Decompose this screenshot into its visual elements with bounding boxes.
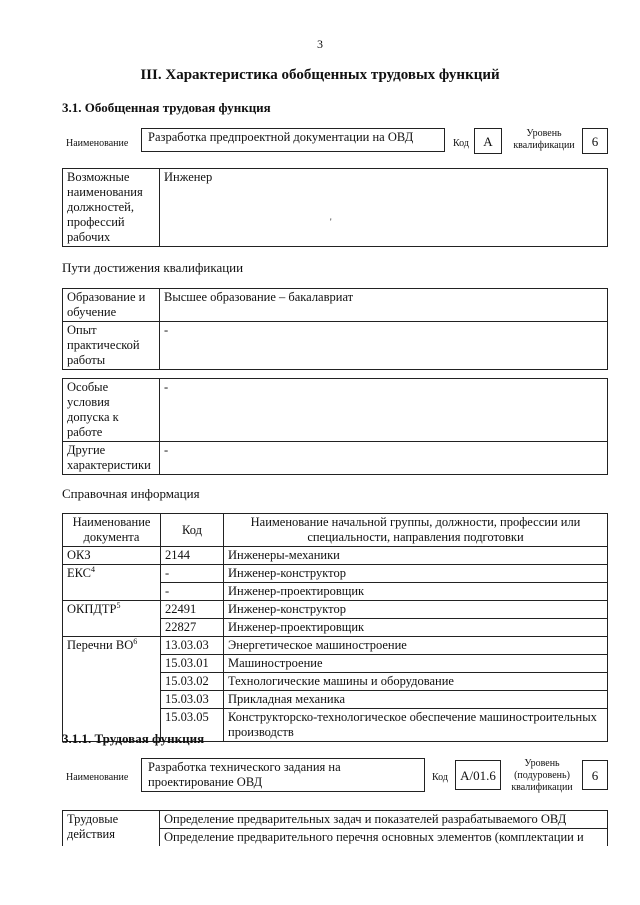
special-label: Особые условия допуска к работе [63,379,160,442]
tf-level-value: 6 [582,760,608,790]
gtf-level-label-2: квалификации [513,140,575,151]
action-item: Определение предварительного перечня основных элементов (комплектации и [160,829,608,847]
ref-code: 13.03.03 [161,637,224,655]
gtf-code-value: А [474,128,502,154]
ref-code: 22491 [161,601,224,619]
ref-name: Машиностроение [224,655,608,673]
ref-name: Конструкторско-технологическое обеспечение машиностроительных производств [224,709,608,742]
tf-level-3: квалификации [511,782,573,793]
ref-name: Технологические машины и оборудование [224,673,608,691]
paths-table [62,288,608,370]
reference-table [62,513,608,742]
special-value: - [160,379,608,442]
ref-code: 22827 [161,619,224,637]
ref-col-code: Код [161,514,224,547]
ref-name: Прикладная механика [224,691,608,709]
other-value: - [160,442,608,475]
edu-label: Образование и обучение [63,289,160,322]
reference-heading: Справочная информация [62,486,200,501]
ref-name: Энергетическое машиностроение [224,637,608,655]
ref-col-doc: Наименование документа [63,514,161,547]
ref-doc: ОКПДТР$^5$ [63,601,161,637]
ref-code: 15.03.05 [161,709,224,742]
tf-level-2: (подуровень) [514,770,570,781]
actions-table [62,810,608,846]
gtf-code-label: Код [453,138,469,149]
ref-col-name: Наименование начальной группы, должности, профессии или специальности, направления подготовки [224,514,608,547]
ref-doc: ОКЗ [63,547,161,565]
tf-code-label: Код [432,772,448,783]
ref-doc: Перечни $ВО^6$ [63,637,161,742]
positions-label: Возможные наименования должностей, профессий рабочих [63,169,160,247]
actions-label: Трудовые действия [63,811,160,847]
tf-name-value: Разработка технического задания на проектирование ОВД [141,758,425,792]
tf-level-1: Уровень [524,758,560,769]
tf-name-label: Наименование [66,772,129,783]
ref-code: 2144 [161,547,224,565]
ref-code: 15.03.01 [161,655,224,673]
positions-value: Инженер ' [160,169,608,247]
ref-name: Инженер-конструктор [224,565,608,583]
edu-value: Высшее образование – бакалавриат [160,289,608,322]
gtf-level-value: 6 [582,128,608,154]
exp-value: - [160,322,608,370]
page-number: 3 [317,37,323,51]
ref-name: Инженер-конструктор [224,601,608,619]
ref-name: Инженеры-механики [224,547,608,565]
paths-heading: Пути достижения квалификации [62,260,244,275]
exp-label: Опыт практической работы [63,322,160,370]
section-title: III. Характеристика обобщенных трудовых функций [140,67,500,83]
gtf-name-value: Разработка предпроектной документации на ОВД [141,128,445,152]
conditions-table [62,378,608,475]
tf-code-value: А/01.6 [455,760,501,790]
gtf-name-label: Наименование [66,138,129,149]
gtf-level-label-1: Уровень [526,128,562,139]
positions-table [62,168,608,247]
ref-code: - [161,583,224,601]
tf-heading: 3.1.1. Трудовая функция [62,731,205,746]
gtf-heading: 3.1. Обобщенная трудовая функция [62,100,271,115]
ref-name: Инженер-проектировщик [224,619,608,637]
ref-doc: ЕКС$^4$ [63,565,161,601]
ref-name: Инженер-проектировщик [224,583,608,601]
ref-code: 15.03.02 [161,673,224,691]
action-item: Определение предварительных задач и показателей разрабатываемого ОВД [160,811,608,829]
ref-code: - [161,565,224,583]
ref-code: 15.03.03 [161,691,224,709]
other-label: Другие характеристики [63,442,160,475]
